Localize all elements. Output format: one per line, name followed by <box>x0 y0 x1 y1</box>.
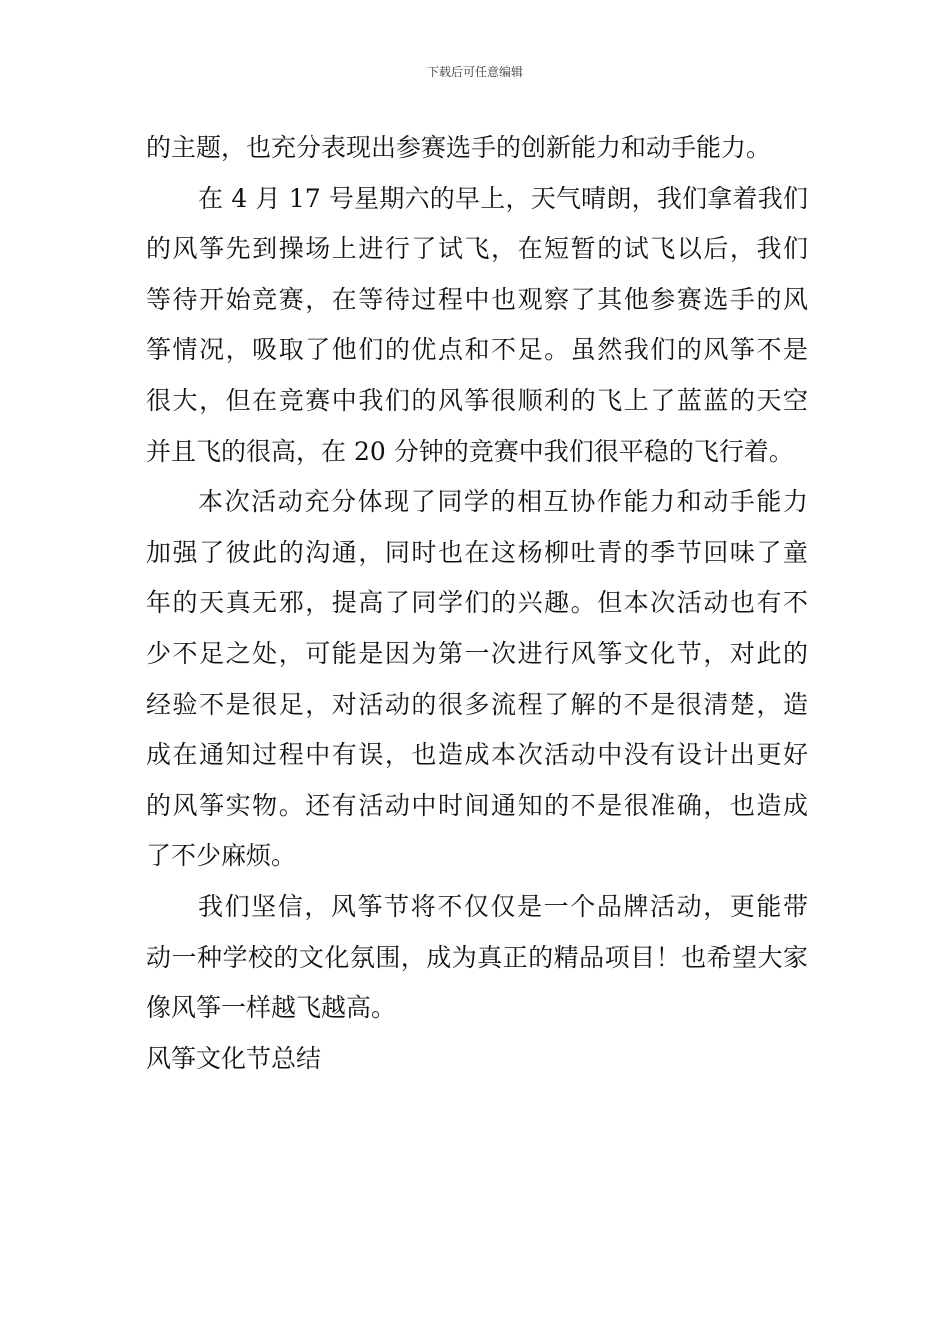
text-line: 的风筝先到操场上进行了试飞，在短暂的试飞以后，我们 <box>146 234 808 264</box>
section-title: 风筝文化节总结 <box>146 1043 322 1073</box>
document-body <box>146 123 808 1084</box>
text-line: 并且飞的很高，在 20 分钟的竞赛中我们很平稳的飞行着。 <box>146 436 794 466</box>
text-line: 了不少麻烦。 <box>146 841 297 871</box>
text-line: 很大，但在竞赛中我们的风筝很顺利的飞上了蓝蓝的天空 <box>146 385 808 415</box>
text-line: 加强了彼此的沟通，同时也在这杨柳吐青的季节回味了童 <box>146 537 808 567</box>
text-line: 年的天真无邪，提高了同学们的兴趣。但本次活动也有不 <box>146 588 808 618</box>
paragraph-first-line: 本次活动充分体现了同学的相互协作能力和动手能力 <box>198 487 808 517</box>
paragraph-first-line: 在 4 月 17 号星期六的早上，天气晴朗，我们拿着我们 <box>198 183 808 213</box>
text-line: 筝情况，吸取了他们的优点和不足。虽然我们的风筝不是 <box>146 335 808 365</box>
page-header: 下载后可任意编辑 <box>426 65 523 79</box>
text-line: 少不足之处，可能是因为第一次进行风筝文化节，对此的 <box>146 638 808 668</box>
paragraph-first-line: 我们坚信，风筝节将不仅仅是一个品牌活动，更能带 <box>198 891 808 921</box>
text-line: 动一种学校的文化氛围，成为真正的精品项目！也希望大家 <box>146 942 808 972</box>
text-line: 成在通知过程中有误，也造成本次活动中没有设计出更好 <box>146 740 808 770</box>
text-line: 的风筝实物。还有活动中时间通知的不是很准确，也造成 <box>146 790 808 820</box>
text-line: 像风筝一样越飞越高。 <box>146 993 397 1023</box>
text-line: 经验不是很足，对活动的很多流程了解的不是很清楚，造 <box>146 689 808 719</box>
text-line: 的主题，也充分表现出参赛选手的创新能力和动手能力。 <box>146 133 772 162</box>
text-line: 等待开始竞赛，在等待过程中也观察了其他参赛选手的风 <box>146 284 808 314</box>
